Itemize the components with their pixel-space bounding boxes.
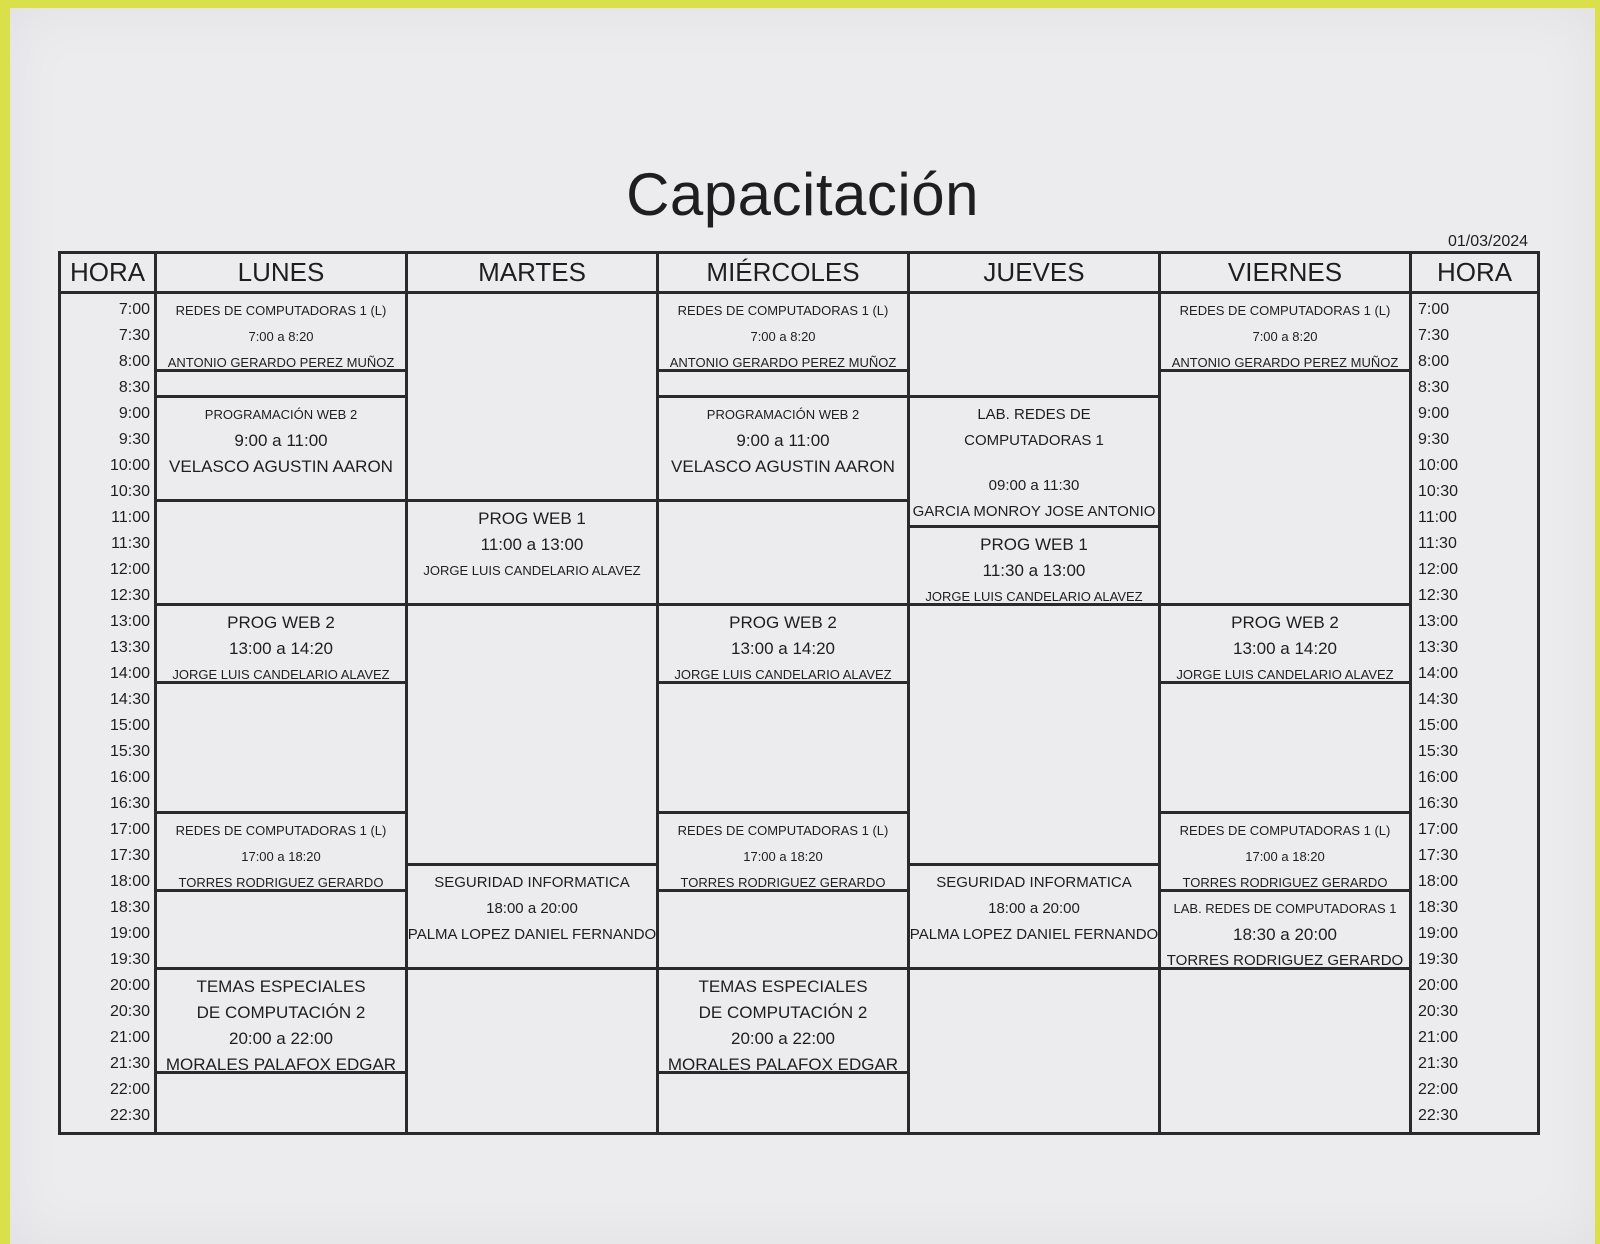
time-label-left: 11:00	[111, 509, 150, 526]
class-name: SEGURIDAD INFORMATICA	[434, 874, 630, 891]
time-label-left: 21:30	[109, 1055, 150, 1072]
time-label-right: 22:00	[1418, 1081, 1459, 1098]
class-name: TEMAS ESPECIALES	[196, 977, 366, 996]
class-detail: JORGE LUIS CANDELARIO ALAVEZ	[1176, 667, 1394, 682]
header-lunes: LUNES	[157, 254, 408, 294]
time-label-right: 8:00	[1418, 353, 1450, 370]
class-detail: COMPUTADORAS 1	[964, 432, 1104, 449]
time-label-right: 15:00	[1418, 717, 1459, 734]
class-block	[157, 294, 405, 372]
class-detail: 20:00 a 22:00	[731, 1029, 835, 1048]
class-detail: ANTONIO GERARDO PEREZ MUÑOZ	[669, 355, 897, 370]
class-detail: VELASCO AGUSTIN AARON	[169, 457, 393, 476]
time-label-left: 20:30	[109, 1003, 150, 1020]
class-name: PROGRAMACIÓN WEB 2	[204, 407, 358, 422]
time-label-left: 22:00	[109, 1081, 150, 1098]
time-label-right: 11:00	[1418, 509, 1457, 526]
empty-slot	[659, 1074, 907, 1126]
header-martes: MARTES	[408, 254, 659, 294]
time-label-left: 7:30	[118, 327, 150, 344]
time-label-right: 8:30	[1418, 379, 1450, 396]
empty-slot	[659, 372, 907, 398]
time-label-left: 13:00	[109, 613, 150, 630]
empty-slot	[408, 606, 656, 866]
time-label-right: 12:00	[1418, 561, 1459, 578]
time-label-left: 17:30	[109, 847, 150, 864]
empty-slot	[910, 970, 1158, 1126]
class-detail: 11:30 a 13:00	[982, 561, 1086, 580]
time-column-left	[61, 294, 157, 1132]
empty-slot	[659, 502, 907, 606]
time-label-right: 19:30	[1418, 951, 1459, 968]
class-detail: 13:00 a 14:20	[229, 639, 333, 658]
empty-slot	[910, 294, 1158, 398]
time-label-left: 15:30	[109, 743, 150, 760]
time-label-right: 9:00	[1418, 405, 1450, 422]
empty-slot	[408, 294, 656, 502]
class-block	[910, 528, 1158, 606]
class-name: PROG WEB 2	[1231, 613, 1339, 632]
time-label-right: 10:00	[1418, 457, 1459, 474]
class-detail: 9:00 a 11:00	[234, 431, 328, 450]
time-label-left: 8:30	[118, 379, 150, 396]
class-detail: TORRES RODRIGUEZ GERARDO	[1166, 952, 1404, 969]
class-block	[659, 398, 907, 502]
class-name: LAB. REDES DE	[977, 406, 1091, 423]
class-detail: PALMA LOPEZ DANIEL FERNANDO	[407, 926, 657, 943]
time-label-right: 14:30	[1418, 691, 1459, 708]
time-label-right: 21:00	[1418, 1029, 1459, 1046]
class-detail: MORALES PALAFOX EDGAR	[667, 1055, 899, 1074]
time-label-left: 18:30	[109, 899, 150, 916]
class-detail: JORGE LUIS CANDELARIO ALAVEZ	[172, 667, 390, 682]
time-label-left: 19:30	[109, 951, 150, 968]
class-block	[157, 606, 405, 684]
time-label-right: 13:00	[1418, 613, 1459, 630]
class-detail: 7:00 a 8:20	[248, 329, 314, 344]
class-block	[659, 606, 907, 684]
time-label-right: 17:00	[1418, 821, 1459, 838]
class-block	[408, 866, 656, 970]
class-block	[910, 866, 1158, 970]
time-label-left: 9:30	[118, 431, 150, 448]
time-label-left: 18:00	[109, 873, 150, 890]
time-label-left: 15:00	[109, 717, 150, 734]
time-label-right: 7:30	[1418, 327, 1450, 344]
empty-slot	[157, 684, 405, 814]
class-detail: 17:00 a 18:20	[743, 849, 823, 864]
class-detail: JORGE LUIS CANDELARIO ALAVEZ	[674, 667, 892, 682]
time-label-right: 18:00	[1418, 873, 1459, 890]
time-label-left: 8:00	[118, 353, 150, 370]
class-name: REDES DE COMPUTADORAS 1 (L)	[1179, 823, 1391, 838]
class-name: PROGRAMACIÓN WEB 2	[706, 407, 860, 422]
time-label-left: 16:00	[109, 769, 150, 786]
class-name: REDES DE COMPUTADORAS 1 (L)	[175, 823, 387, 838]
day-column-viernes	[1161, 294, 1412, 1132]
class-detail: VELASCO AGUSTIN AARON	[671, 457, 895, 476]
empty-slot	[910, 606, 1158, 866]
time-label-left: 16:30	[109, 795, 150, 812]
class-block	[1161, 814, 1409, 892]
empty-slot	[157, 502, 405, 606]
day-column-jueves	[910, 294, 1161, 1132]
time-label-right: 11:30	[1418, 535, 1457, 552]
day-column-lunes	[157, 294, 408, 1132]
class-name: PROG WEB 2	[227, 613, 335, 632]
class-detail: ANTONIO GERARDO PEREZ MUÑOZ	[167, 355, 395, 370]
class-detail: JORGE LUIS CANDELARIO ALAVEZ	[423, 563, 641, 578]
time-label-left: 14:30	[109, 691, 150, 708]
paper-sheet	[10, 8, 1595, 1244]
time-label-right: 10:30	[1418, 483, 1459, 500]
class-detail: DE COMPUTACIÓN 2	[698, 1003, 868, 1022]
day-column-martes	[408, 294, 659, 1132]
empty-slot	[1161, 372, 1409, 606]
time-label-right: 22:30	[1418, 1107, 1459, 1124]
header-viernes: VIERNES	[1161, 254, 1412, 294]
empty-slot	[659, 892, 907, 970]
empty-slot	[408, 970, 656, 1126]
time-label-left: 9:00	[118, 405, 150, 422]
class-detail: 18:00 a 20:00	[486, 900, 578, 917]
header-hora-right: HORA	[1412, 254, 1537, 294]
class-block	[157, 970, 405, 1074]
class-block	[157, 814, 405, 892]
time-label-left: 12:00	[109, 561, 150, 578]
time-label-left: 13:30	[109, 639, 150, 656]
class-name: REDES DE COMPUTADORAS 1 (L)	[677, 303, 889, 318]
class-detail: TORRES RODRIGUEZ GERARDO	[178, 875, 384, 890]
class-name: LAB. REDES DE COMPUTADORAS 1	[1173, 901, 1397, 916]
class-detail: MORALES PALAFOX EDGAR	[165, 1055, 397, 1074]
time-column-right	[1412, 294, 1537, 1132]
empty-slot	[157, 892, 405, 970]
time-label-right: 7:00	[1418, 301, 1450, 318]
class-block	[408, 502, 656, 606]
time-label-right: 20:00	[1418, 977, 1459, 994]
time-label-right: 18:30	[1418, 899, 1459, 916]
class-name: TEMAS ESPECIALES	[698, 977, 868, 996]
class-detail: TORRES RODRIGUEZ GERARDO	[680, 875, 886, 890]
class-block	[659, 294, 907, 372]
time-label-right: 12:30	[1418, 587, 1459, 604]
class-detail: 13:00 a 14:20	[1233, 639, 1337, 658]
time-label-right: 9:30	[1418, 431, 1450, 448]
class-name: REDES DE COMPUTADORAS 1 (L)	[1179, 303, 1391, 318]
time-label-right: 14:00	[1418, 665, 1459, 682]
class-detail: ANTONIO GERARDO PEREZ MUÑOZ	[1171, 355, 1399, 370]
time-label-left: 14:00	[109, 665, 150, 682]
schedule-table	[58, 251, 1540, 1135]
class-name: REDES DE COMPUTADORAS 1 (L)	[175, 303, 387, 318]
time-label-right: 19:00	[1418, 925, 1459, 942]
header-jueves: JUEVES	[910, 254, 1161, 294]
time-label-left: 21:00	[109, 1029, 150, 1046]
class-detail: PALMA LOPEZ DANIEL FERNANDO	[909, 926, 1159, 943]
time-label-left: 20:00	[109, 977, 150, 994]
class-name: REDES DE COMPUTADORAS 1 (L)	[677, 823, 889, 838]
class-block	[910, 398, 1158, 528]
class-block	[659, 970, 907, 1074]
class-detail: 09:00 a 11:30	[988, 477, 1080, 494]
time-label-right: 20:30	[1418, 1003, 1459, 1020]
time-label-right: 17:30	[1418, 847, 1459, 864]
header-miercoles: MIÉRCOLES	[659, 254, 910, 294]
class-name: SEGURIDAD INFORMATICA	[936, 874, 1132, 891]
time-label-right: 15:30	[1418, 743, 1459, 760]
class-name: PROG WEB 2	[729, 613, 837, 632]
header-hora-left: HORA	[61, 254, 157, 294]
day-column-miercoles	[659, 294, 910, 1132]
time-label-left: 19:00	[109, 925, 150, 942]
time-label-right: 13:30	[1418, 639, 1459, 656]
class-block	[1161, 606, 1409, 684]
class-detail: 7:00 a 8:20	[1252, 329, 1318, 344]
document-date: 01/03/2024	[1448, 233, 1529, 250]
time-label-left: 22:30	[109, 1107, 150, 1124]
class-block	[1161, 892, 1409, 970]
class-detail: 20:00 a 22:00	[229, 1029, 333, 1048]
class-detail: DE COMPUTACIÓN 2	[196, 1003, 366, 1022]
time-label-right: 16:30	[1418, 795, 1459, 812]
time-label-left: 10:00	[109, 457, 150, 474]
class-detail: TORRES RODRIGUEZ GERARDO	[1182, 875, 1388, 890]
time-label-left: 12:30	[109, 587, 150, 604]
class-detail: 11:00 a 13:00	[480, 535, 584, 554]
class-block	[1161, 294, 1409, 372]
class-block	[659, 814, 907, 892]
time-label-right: 21:30	[1418, 1055, 1459, 1072]
class-name: PROG WEB 1	[478, 509, 586, 528]
class-detail: 13:00 a 14:20	[731, 639, 835, 658]
class-detail: 7:00 a 8:20	[750, 329, 816, 344]
time-label-right: 16:00	[1418, 769, 1459, 786]
time-label-left: 17:00	[109, 821, 150, 838]
class-name: PROG WEB 1	[980, 535, 1088, 554]
class-detail: JORGE LUIS CANDELARIO ALAVEZ	[925, 589, 1143, 604]
page-title: Capacitación	[626, 161, 979, 228]
empty-slot	[1161, 684, 1409, 814]
empty-slot	[659, 684, 907, 814]
time-label-left: 7:00	[118, 301, 150, 318]
empty-slot	[1161, 970, 1409, 1126]
time-label-left: 10:30	[109, 483, 150, 500]
class-block	[157, 398, 405, 502]
class-detail: 9:00 a 11:00	[736, 431, 830, 450]
class-detail: 18:00 a 20:00	[988, 900, 1080, 917]
class-detail: 18:30 a 20:00	[1233, 925, 1337, 944]
class-detail: 17:00 a 18:20	[1245, 849, 1325, 864]
class-detail: 17:00 a 18:20	[241, 849, 321, 864]
class-detail: GARCIA MONROY JOSE ANTONIO	[912, 503, 1156, 520]
empty-slot	[157, 1074, 405, 1126]
time-label-left: 11:30	[111, 535, 150, 552]
empty-slot	[157, 372, 405, 398]
